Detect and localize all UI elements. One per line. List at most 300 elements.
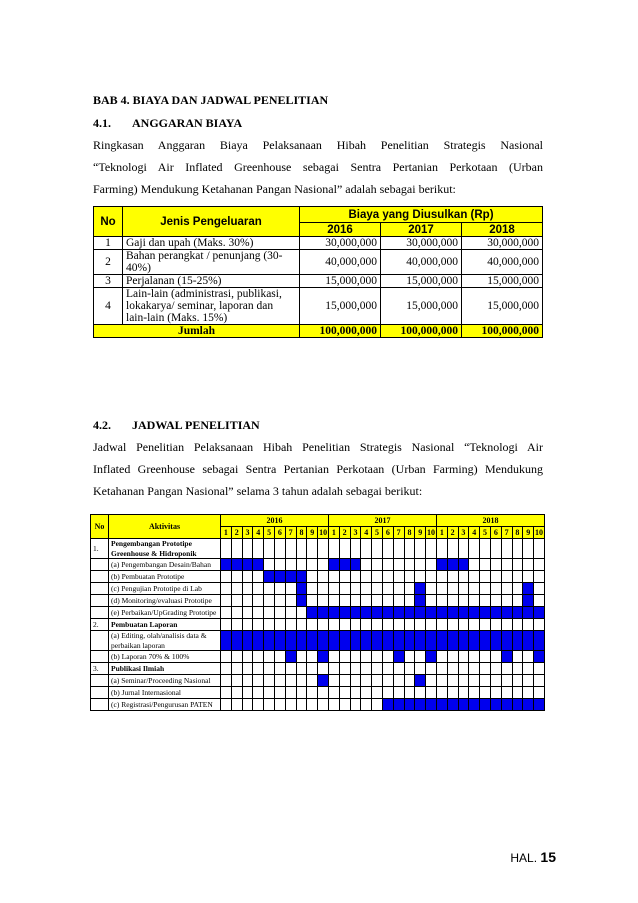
header-month: 3 (350, 527, 361, 539)
schedule-cell (382, 663, 393, 675)
schedule-bar-cell (469, 699, 480, 711)
header-month: 3 (242, 527, 253, 539)
schedule-cell (490, 663, 501, 675)
schedule-bar-cell (415, 699, 426, 711)
schedule-cell (339, 663, 350, 675)
schedule-cell (447, 595, 458, 607)
schedule-row (91, 571, 545, 583)
schedule-bar-cell (415, 631, 426, 651)
schedule-cell (458, 675, 469, 687)
schedule-row (91, 607, 545, 619)
schedule-cell (480, 559, 491, 571)
schedule-bar-cell (339, 631, 350, 651)
schedule-cell (231, 583, 242, 595)
schedule-bar-cell (253, 559, 264, 571)
schedule-bar-cell (242, 559, 253, 571)
footer-prefix: HAL. (510, 851, 538, 865)
section-4-1-heading (93, 116, 242, 131)
header-year: 2016 (221, 515, 329, 527)
schedule-bar-cell (523, 631, 534, 651)
schedule-cell (285, 699, 296, 711)
section-number: 4.2. (93, 418, 111, 432)
page-footer (510, 849, 556, 865)
schedule-bar-cell (436, 607, 447, 619)
schedule-cell (404, 583, 415, 595)
schedule-cell (393, 619, 404, 631)
row-no: 1 (94, 237, 123, 250)
schedule-bar-cell (404, 631, 415, 651)
schedule-cell (221, 583, 232, 595)
schedule-bar-cell (501, 651, 512, 663)
schedule-bar-cell (339, 607, 350, 619)
header-year: 2016 (300, 223, 381, 237)
schedule-cell (361, 583, 372, 595)
schedule-cell (469, 651, 480, 663)
schedule-cell (382, 687, 393, 699)
schedule-cell (469, 619, 480, 631)
schedule-bar-cell (404, 607, 415, 619)
schedule-cell (339, 675, 350, 687)
schedule-cell (231, 651, 242, 663)
schedule-cell (372, 699, 383, 711)
activity-label: Pengembangan Prototipe Greenhouse & Hidroponik (109, 539, 221, 559)
schedule-cell (534, 583, 545, 595)
total-label: Jumlah (94, 325, 300, 338)
row-value: 15,000,000 (462, 288, 543, 325)
schedule-cell (231, 699, 242, 711)
schedule-bar-cell (274, 571, 285, 583)
schedule-bar-cell (404, 699, 415, 711)
header-month: 2 (231, 527, 242, 539)
schedule-cell (253, 571, 264, 583)
schedule-cell (221, 663, 232, 675)
schedule-cell (501, 559, 512, 571)
schedule-cell (404, 539, 415, 559)
section-4-1-paragraph (93, 134, 543, 200)
schedule-cell (372, 651, 383, 663)
schedule-cell (490, 619, 501, 631)
schedule-cell (523, 571, 534, 583)
schedule-cell (274, 663, 285, 675)
schedule-cell (285, 583, 296, 595)
schedule-cell (274, 675, 285, 687)
schedule-cell (264, 559, 275, 571)
activity-label: (c) Registrasi/Pengurusan PATEN (109, 699, 221, 711)
row-no: 3 (94, 275, 123, 288)
schedule-row (91, 651, 545, 663)
budget-row (94, 237, 543, 250)
schedule-cell (339, 583, 350, 595)
schedule-bar-cell (501, 631, 512, 651)
schedule-bar-cell (436, 699, 447, 711)
schedule-cell (393, 595, 404, 607)
schedule-bar-cell (372, 607, 383, 619)
schedule-cell (469, 687, 480, 699)
header-month: 5 (372, 527, 383, 539)
row-no (91, 687, 109, 699)
schedule-cell (274, 699, 285, 711)
schedule-cell (415, 539, 426, 559)
header-activity: Aktivitas (109, 515, 221, 539)
schedule-cell (264, 607, 275, 619)
schedule-bar-cell (253, 631, 264, 651)
schedule-cell (426, 619, 437, 631)
schedule-bar-cell (307, 631, 318, 651)
schedule-cell (361, 663, 372, 675)
schedule-cell (372, 619, 383, 631)
schedule-cell (480, 571, 491, 583)
budget-total-row (94, 325, 543, 338)
schedule-cell (242, 595, 253, 607)
schedule-cell (534, 571, 545, 583)
schedule-cell (307, 699, 318, 711)
schedule-cell (534, 559, 545, 571)
row-no (91, 607, 109, 619)
schedule-cell (307, 663, 318, 675)
schedule-cell (480, 675, 491, 687)
schedule-cell (534, 539, 545, 559)
schedule-bar-cell (339, 559, 350, 571)
schedule-cell (458, 651, 469, 663)
schedule-bar-cell (490, 607, 501, 619)
schedule-cell (274, 687, 285, 699)
schedule-cell (447, 571, 458, 583)
schedule-cell (458, 663, 469, 675)
activity-label: (a) Editing, olah/analisis data & perbaikan laporan (109, 631, 221, 651)
schedule-cell (307, 619, 318, 631)
header-month: 1 (436, 527, 447, 539)
row-no (91, 631, 109, 651)
schedule-cell (447, 651, 458, 663)
schedule-cell (242, 607, 253, 619)
schedule-cell (447, 675, 458, 687)
schedule-cell (415, 571, 426, 583)
schedule-cell (382, 583, 393, 595)
schedule-bar-cell (221, 631, 232, 651)
schedule-cell (253, 675, 264, 687)
schedule-cell (382, 571, 393, 583)
row-no (91, 571, 109, 583)
schedule-cell (447, 663, 458, 675)
schedule-cell (274, 595, 285, 607)
schedule-row (91, 559, 545, 571)
schedule-cell (253, 699, 264, 711)
schedule-cell (372, 559, 383, 571)
header-month: 4 (361, 527, 372, 539)
page-number: 15 (540, 849, 556, 865)
budget-row (94, 275, 543, 288)
schedule-bar-cell (426, 651, 437, 663)
header-month: 9 (307, 527, 318, 539)
schedule-cell (372, 663, 383, 675)
schedule-bar-cell (393, 607, 404, 619)
header-month: 5 (480, 527, 491, 539)
schedule-cell (480, 539, 491, 559)
schedule-cell (328, 663, 339, 675)
row-value: 30,000,000 (300, 237, 381, 250)
schedule-bar-cell (512, 607, 523, 619)
activity-label: (d) Monitoring/evaluasi Prototipe (109, 595, 221, 607)
schedule-cell (318, 595, 329, 607)
schedule-cell (242, 651, 253, 663)
schedule-cell (490, 675, 501, 687)
header-month: 5 (264, 527, 275, 539)
schedule-bar-cell (264, 571, 275, 583)
schedule-cell (264, 619, 275, 631)
schedule-cell (242, 663, 253, 675)
schedule-row (91, 631, 545, 651)
schedule-cell (264, 651, 275, 663)
schedule-cell (415, 663, 426, 675)
schedule-cell (426, 539, 437, 559)
schedule-bar-cell (426, 607, 437, 619)
schedule-cell (436, 539, 447, 559)
schedule-bar-cell (480, 631, 491, 651)
schedule-cell (436, 619, 447, 631)
schedule-cell (458, 583, 469, 595)
row-no: 2 (94, 250, 123, 275)
schedule-bar-cell (490, 699, 501, 711)
schedule-cell (426, 559, 437, 571)
schedule-cell (307, 559, 318, 571)
activity-label: (b) Jurnal Internasional (109, 687, 221, 699)
row-value: 40,000,000 (462, 250, 543, 275)
paragraph-line: Inflated Greenhouse sebagai Sentra Pertanian Perkotaan (Urban Farming) Mendukung (93, 462, 543, 476)
schedule-cell (361, 571, 372, 583)
schedule-cell (480, 651, 491, 663)
schedule-cell (350, 539, 361, 559)
schedule-cell (253, 651, 264, 663)
schedule-cell (296, 559, 307, 571)
schedule-cell (285, 663, 296, 675)
header-month: 1 (221, 527, 232, 539)
schedule-cell (231, 619, 242, 631)
schedule-cell (285, 675, 296, 687)
schedule-cell (361, 595, 372, 607)
header-month: 7 (393, 527, 404, 539)
schedule-bar-cell (490, 631, 501, 651)
schedule-cell (469, 583, 480, 595)
schedule-bar-cell (447, 559, 458, 571)
schedule-cell (404, 595, 415, 607)
schedule-bar-cell (393, 651, 404, 663)
schedule-cell (285, 539, 296, 559)
schedule-bar-cell (447, 699, 458, 711)
header-month: 8 (296, 527, 307, 539)
schedule-cell (469, 559, 480, 571)
schedule-cell (231, 539, 242, 559)
schedule-cell (231, 595, 242, 607)
row-value: 30,000,000 (462, 237, 543, 250)
schedule-cell (285, 687, 296, 699)
schedule-cell (242, 619, 253, 631)
row-no: 4 (94, 288, 123, 325)
row-no: 2. (91, 619, 109, 631)
header-no: No (91, 515, 109, 539)
schedule-bar-cell (350, 607, 361, 619)
schedule-cell (469, 571, 480, 583)
schedule-bar-cell (242, 631, 253, 651)
header-month: 4 (253, 527, 264, 539)
schedule-cell (231, 663, 242, 675)
row-jenis: Gaji dan upah (Maks. 30%) (123, 237, 300, 250)
total-value: 100,000,000 (300, 325, 381, 338)
schedule-cell (296, 675, 307, 687)
schedule-cell (221, 675, 232, 687)
schedule-cell (264, 699, 275, 711)
schedule-cell (350, 583, 361, 595)
schedule-cell (307, 539, 318, 559)
schedule-cell (350, 687, 361, 699)
header-month: 10 (535, 528, 544, 537)
paragraph-line: “Teknologi Air Inflated Greenhouse sebagai Sentra Pertanian Perkotaan (Urban (93, 160, 543, 174)
schedule-cell (296, 619, 307, 631)
header-month: 3 (458, 527, 469, 539)
schedule-cell (350, 699, 361, 711)
schedule-cell (361, 699, 372, 711)
schedule-cell (339, 595, 350, 607)
schedule-cell (361, 619, 372, 631)
schedule-cell (469, 595, 480, 607)
section-title: ANGGARAN BIAYA (132, 116, 243, 130)
row-value: 15,000,000 (381, 288, 462, 325)
header-month: 2 (447, 527, 458, 539)
schedule-cell (264, 583, 275, 595)
total-value: 100,000,000 (381, 325, 462, 338)
schedule-cell (221, 571, 232, 583)
schedule-cell (307, 595, 318, 607)
schedule-cell (221, 595, 232, 607)
schedule-cell (393, 539, 404, 559)
header-month: 9 (415, 527, 426, 539)
schedule-cell (404, 663, 415, 675)
schedule-cell (404, 571, 415, 583)
schedule-bar-cell (415, 583, 426, 595)
schedule-cell (534, 687, 545, 699)
schedule-cell (274, 559, 285, 571)
row-no (91, 559, 109, 571)
schedule-cell (285, 595, 296, 607)
schedule-cell (512, 583, 523, 595)
section-title: JADWAL PENELITIAN (132, 418, 260, 432)
schedule-cell (382, 539, 393, 559)
schedule-cell (523, 675, 534, 687)
schedule-cell (393, 675, 404, 687)
schedule-cell (523, 687, 534, 699)
schedule-cell (339, 651, 350, 663)
schedule-cell (285, 607, 296, 619)
schedule-bar-cell (523, 699, 534, 711)
schedule-cell (307, 651, 318, 663)
schedule-bar-cell (328, 559, 339, 571)
schedule-cell (501, 583, 512, 595)
paragraph-line: Farming) Mendukung Ketahanan Pangan Nasional” adalah sebagai berikut: (93, 182, 456, 196)
schedule-row (91, 687, 545, 699)
schedule-bar-cell (318, 675, 329, 687)
schedule-cell (307, 687, 318, 699)
schedule-cell (328, 651, 339, 663)
activity-label: Pembuatan Laporan (109, 619, 221, 631)
row-no (91, 595, 109, 607)
schedule-cell (339, 539, 350, 559)
schedule-cell (393, 663, 404, 675)
schedule-cell (512, 559, 523, 571)
schedule-cell (382, 651, 393, 663)
schedule-cell (231, 571, 242, 583)
schedule-cell (404, 651, 415, 663)
schedule-row (91, 539, 545, 559)
schedule-bar-cell (393, 631, 404, 651)
schedule-cell (339, 699, 350, 711)
activity-label: (a) Seminar/Proceeding Nasional (109, 675, 221, 687)
schedule-bar-cell (231, 559, 242, 571)
section-4-2-paragraph (93, 436, 543, 502)
header-month: 7 (501, 527, 512, 539)
schedule-bar-cell (361, 607, 372, 619)
schedule-bar-cell (382, 607, 393, 619)
schedule-cell (415, 559, 426, 571)
schedule-bar-cell (296, 571, 307, 583)
schedule-bar-cell (274, 631, 285, 651)
header-month: 9 (523, 527, 534, 539)
schedule-cell (458, 595, 469, 607)
schedule-cell (231, 675, 242, 687)
schedule-bar-cell (458, 559, 469, 571)
header-month: 8 (512, 527, 523, 539)
schedule-cell (480, 583, 491, 595)
schedule-bar-cell (285, 571, 296, 583)
schedule-cell (296, 663, 307, 675)
schedule-cell (221, 539, 232, 559)
schedule-cell (404, 559, 415, 571)
schedule-bar-cell (296, 583, 307, 595)
schedule-row (91, 663, 545, 675)
schedule-cell (221, 699, 232, 711)
header-year: 2018 (462, 223, 543, 237)
header-month: 10 (319, 528, 328, 537)
schedule-cell (264, 663, 275, 675)
schedule-cell (382, 595, 393, 607)
schedule-cell (382, 559, 393, 571)
row-jenis: Perjalanan (15-25%) (123, 275, 300, 288)
header-month: 6 (382, 527, 393, 539)
activity-label: (a) Pengembangan Desain/Bahan (109, 559, 221, 571)
schedule-cell (490, 583, 501, 595)
header-month: 7 (285, 527, 296, 539)
schedule-bar-cell (328, 631, 339, 651)
schedule-cell (242, 699, 253, 711)
schedule-cell (512, 675, 523, 687)
schedule-bar-cell (426, 631, 437, 651)
header-no: No (94, 207, 123, 237)
schedule-cell (372, 571, 383, 583)
row-no (91, 699, 109, 711)
schedule-cell (296, 687, 307, 699)
schedule-bar-cell (372, 631, 383, 651)
schedule-cell (231, 687, 242, 699)
row-no (91, 651, 109, 663)
schedule-cell (372, 595, 383, 607)
schedule-bar-cell (350, 559, 361, 571)
schedule-cell (328, 595, 339, 607)
schedule-cell (328, 539, 339, 559)
schedule-bar-cell (318, 651, 329, 663)
schedule-cell (264, 675, 275, 687)
schedule-cell (382, 675, 393, 687)
schedule-bar-cell (318, 631, 329, 651)
schedule-cell (372, 687, 383, 699)
chapter-title: BAB 4. BIAYA DAN JADWAL PENELITIAN (93, 93, 329, 107)
